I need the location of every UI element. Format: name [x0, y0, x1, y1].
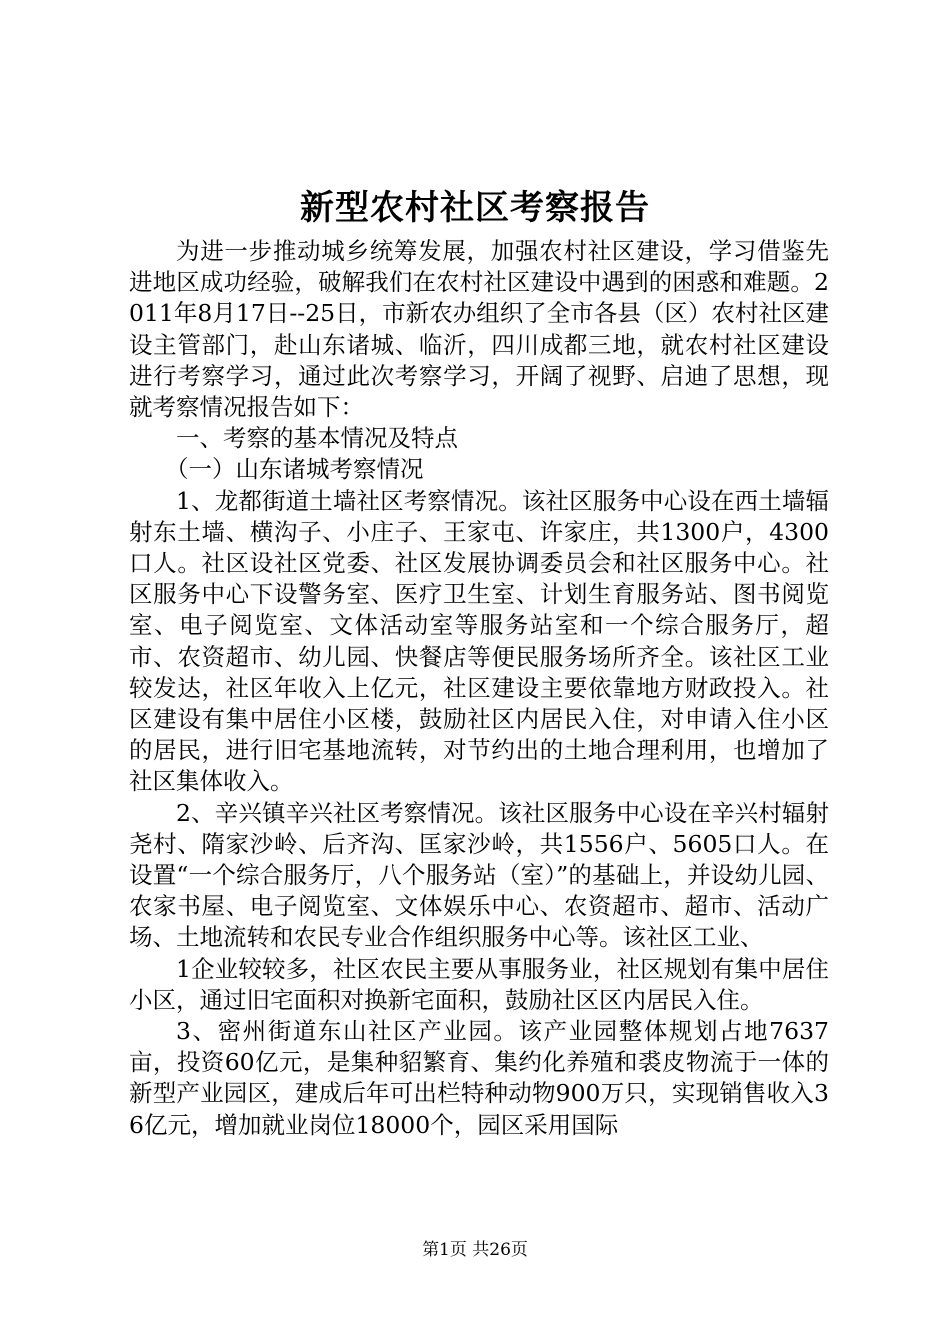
- page-footer: 第1页 共26页: [422, 1240, 528, 1260]
- intro-paragraph: 为进一步推动城乡统筹发展，加强农村社区建设，学习借鉴先进地区成功经验，破解我们在农村社区建设中遇到的困惑和难题。2011年8月17日--25日，市新农办组织了全市各县（区）农村社区建设主管部门，赴山东诸城、临沂，四川成都三地，就农村社区建设进行考察学习，通过此次考察学习，开阔了视野、启迪了思想，现就考察情况报告如下：: [129, 237, 829, 422]
- paragraph-item-2: 2、辛兴镇辛兴社区考察情况。该社区服务中心设在辛兴村辐射尧村、隋家沙岭、后齐沟、匡家沙岭，共1556户、5605口人。在设置“一个综合服务厅，八个服务站（室）”的基础上，并设幼儿园、农家书屋、电子阅览室、文体娱乐中心、农资超市、超市、活动广场、土地流转和农民专业合作组织服务中心等。该社区工业、: [129, 798, 829, 952]
- subsection-heading: （一）山东诸城考察情况: [165, 455, 424, 484]
- paragraph-item-3: 3、密州街道东山社区产业园。该产业园整体规划占地7637亩，投资60亿元，是集种貂繁育、集约化养殖和裘皮物流于一体的新型产业园区，建成后年可出栏特种动物900万只，实现销售收入36亿元，增加就业岗位18000个，园区采用国际: [129, 1017, 829, 1139]
- section-heading: 一、考察的基本情况及特点: [176, 424, 458, 453]
- paragraph-item-1: 1、龙都街道土墙社区考察情况。该社区服务中心设在西土墙辐射东土墙、横沟子、小庄子、王家屯、许家庄，共1300户，4300口人。社区设社区党委、社区发展协调委员会和社区服务中心。社区服务中心下设警务室、医疗卫生室、计划生育服务站、图书阅览室、电子阅览室、文体活动室等服务站室和一个综合服务厅，超市、农资超市、幼儿园、快餐店等便民服务场所齐全。该社区工业较发达，社区年收入上亿元，社区建设主要依靠地方财政投入。社区建设有集中居住小区楼，鼓励社区内居民入住，对申请入住小区的居民，进行旧宅基地流转，对节约出的土地合理利用，也增加了社区集体收入。: [129, 486, 829, 796]
- document-body: [129, 236, 829, 1141]
- paragraph-continuation: 1企业较较多，社区农民主要从事服务业，社区规划有集中居住小区，通过旧宅面积对换新宅面积，鼓励社区区内居民入住。: [129, 954, 829, 1014]
- document-title: 新型农村社区考察报告: [300, 188, 650, 228]
